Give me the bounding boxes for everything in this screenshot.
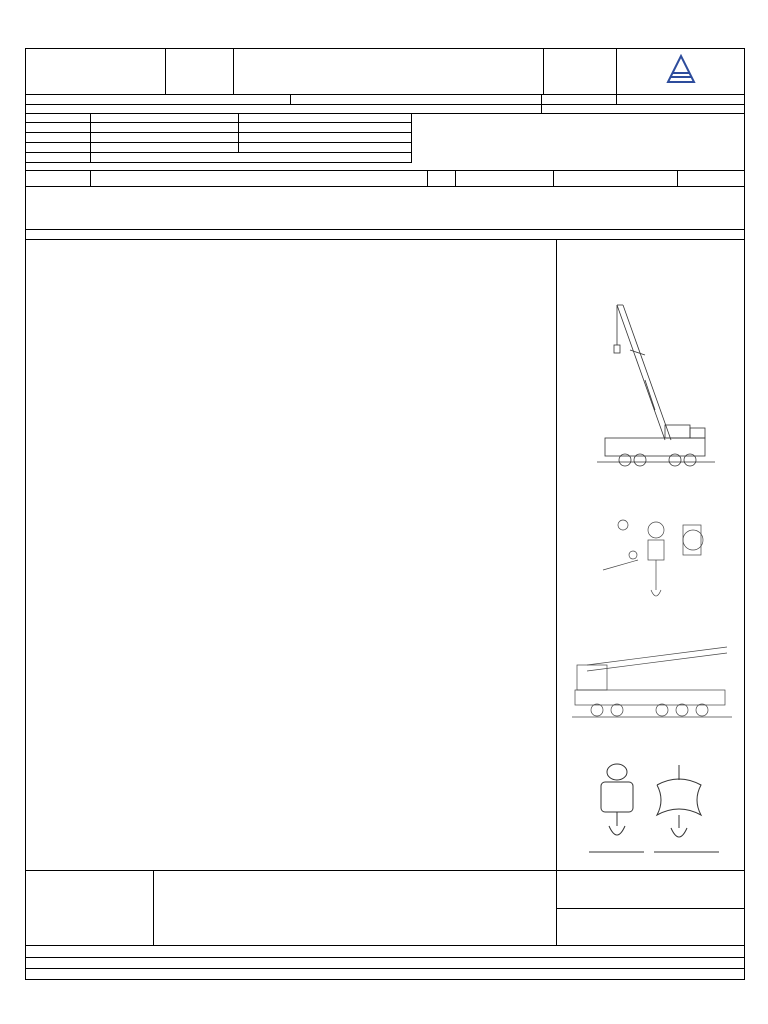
piabsa-logo-icon [664,54,698,90]
diageo-logo [26,49,166,95]
truck-crane-drawing [567,635,742,730]
check-symbol [428,171,456,186]
capacidad-field[interactable] [91,133,239,142]
marca-field[interactable] [91,143,239,152]
datos-generales-row [26,105,744,114]
year-label [542,95,617,104]
instructions-row [26,170,744,187]
capacidad-label [26,133,91,142]
note-block [26,187,744,230]
inspector-signature-cells[interactable] [154,871,556,945]
hook-drawing [579,760,739,860]
observations-field[interactable] [26,958,744,969]
mal-estado-label [678,171,744,186]
inspection-grid [26,240,556,870]
form-title [234,49,544,95]
datos-generales-heading [291,105,542,113]
signature-row [26,870,744,946]
observations-label [26,946,744,958]
marca-label [26,143,91,152]
anio-fab-label [239,143,412,152]
instructions-text [91,171,428,186]
x-symbol [618,171,678,186]
general-data [26,114,744,170]
numero-field[interactable] [91,114,239,122]
company-row [26,95,744,105]
serie-field[interactable] [91,123,239,132]
months-row [26,230,744,240]
serie-label [26,123,91,132]
numero-label [26,114,91,122]
verification-block [556,871,744,945]
company-value [291,95,542,104]
inspector-label [26,153,91,162]
verifico-label [557,906,745,909]
buen-estado-label [456,171,554,186]
trabajo-label [239,114,412,122]
donjulio-logo [166,49,234,95]
inspector-field[interactable] [91,153,412,162]
piabsa-logo [616,49,744,95]
trabajo-field[interactable] [239,123,412,132]
signature-label [26,871,154,945]
modelo-label [239,133,412,142]
instructions-label [26,171,91,186]
company-label [26,95,291,104]
folio-label [617,95,744,104]
crane-drawing [595,300,725,485]
visual-support-panel [556,240,744,870]
hook-assembly-drawing [593,500,733,610]
inspection-form [25,48,745,980]
form-header [26,49,744,95]
